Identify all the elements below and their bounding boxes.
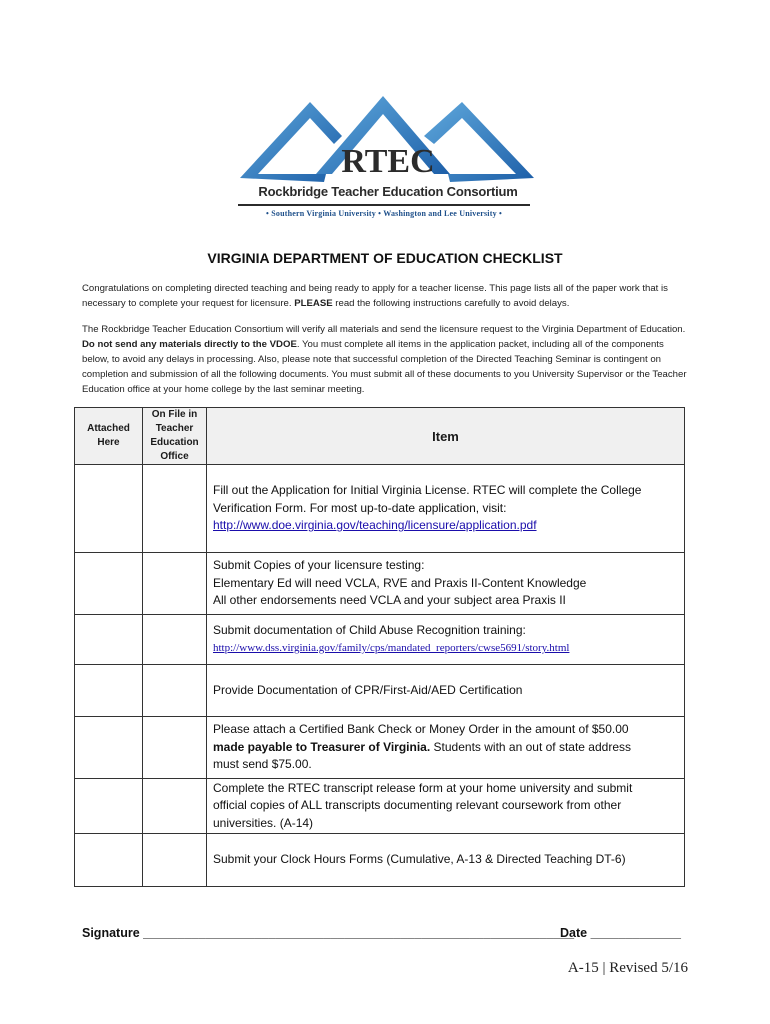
logo-divider (238, 204, 530, 206)
item-text: Provide Documentation of CPR/First-Aid/AED Certification (207, 665, 685, 717)
attached-checkbox[interactable] (75, 779, 143, 834)
attached-checkbox[interactable] (75, 615, 143, 665)
on-file-checkbox[interactable] (143, 834, 207, 887)
attached-checkbox[interactable] (75, 465, 143, 553)
child-abuse-training-link[interactable]: http://www.dss.virginia.gov/family/cps/mandated_reporters/cwse5691/story.html (213, 642, 570, 654)
on-file-checkbox[interactable] (143, 553, 207, 615)
date-line[interactable]: Date _____________ (560, 926, 681, 940)
rtec-acronym: RTEC (341, 143, 435, 180)
intro-paragraph-2: The Rockbridge Teacher Education Consortium will verify all materials and send the licensure request to the Virginia Department of Education. Do not send any materials directly to the VDOE. You must complete all items in the application packet, including all of the components below, to avoid any delays in processing. Also, please note that successful completion of the Directed Teaching Seminar is contingent on completion and submission of all the following documents. You must submit all of these documents to you University Supervisor or the Teacher Education office at your home college by the last seminar meeting. (82, 324, 687, 395)
header-attached: Attached Here (75, 408, 143, 465)
universities-line: • Southern Virginia University • Washington and Lee University • (266, 209, 502, 218)
attached-checkbox[interactable] (75, 834, 143, 887)
table-row (75, 615, 685, 665)
attached-checkbox[interactable] (75, 717, 143, 779)
intro-paragraph-1: Congratulations on completing directed teaching and being ready to apply for a teacher license. This page lists all of the paper work that is necessary to complete your request for licensure. PLEASE read the following instructions carefully to avoid delays. (82, 283, 668, 309)
header-on-file: On File in Teacher Education Office (143, 408, 207, 465)
item-text: Fill out the Application for Initial Virginia License. RTEC will complete the College Verification Form. For most up-to-date application, visit: http://www.doe.virginia.gov/teaching/licensure/application.pdf (207, 465, 685, 553)
item-text: Submit Copies of your licensure testing: Elementary Ed will need VCLA, RVE and Praxis II-Content Knowledge All other endorsements need VCLA and your subject area Praxis II (207, 553, 685, 615)
on-file-checkbox[interactable] (143, 717, 207, 779)
table-header-row (75, 408, 685, 465)
item-text: Submit documentation of Child Abuse Recognition training: http://www.dss.virginia.gov/family/cps/mandated_reporters/cwse5691/story.html (207, 615, 685, 665)
application-link[interactable]: http://www.doe.virginia.gov/teaching/licensure/application.pdf (213, 518, 537, 533)
table-row (75, 834, 685, 887)
table-row (75, 465, 685, 553)
on-file-checkbox[interactable] (143, 615, 207, 665)
page-footer: A-15 | Revised 5/16 (567, 960, 688, 976)
table-row (75, 717, 685, 779)
checklist-table (74, 407, 685, 887)
page-title: VIRGINIA DEPARTMENT OF EDUCATION CHECKLIST (207, 250, 563, 266)
on-file-checkbox[interactable] (143, 465, 207, 553)
on-file-checkbox[interactable] (143, 779, 207, 834)
mountain-peaks-icon (238, 92, 538, 184)
header-item: Item (207, 408, 685, 465)
attached-checkbox[interactable] (75, 665, 143, 717)
signature-line[interactable]: Signature ______________________________________________________________ (82, 926, 575, 940)
table-row (75, 665, 685, 717)
on-file-checkbox[interactable] (143, 665, 207, 717)
item-text: Submit your Clock Hours Forms (Cumulative, A-13 & Directed Teaching DT-6) (207, 834, 685, 887)
item-text: Please attach a Certified Bank Check or Money Order in the amount of $50.00 made payable to Treasurer of Virginia. Students with an out of state address must send $75.00. (207, 717, 685, 779)
attached-checkbox[interactable] (75, 553, 143, 615)
table-row (75, 779, 685, 834)
table-row (75, 553, 685, 615)
item-text: Complete the RTEC transcript release form at your home university and submit official copies of ALL transcripts documenting relevant coursework from other universities. (A-14) (207, 779, 685, 834)
org-name: Rockbridge Teacher Education Consortium (258, 184, 518, 199)
